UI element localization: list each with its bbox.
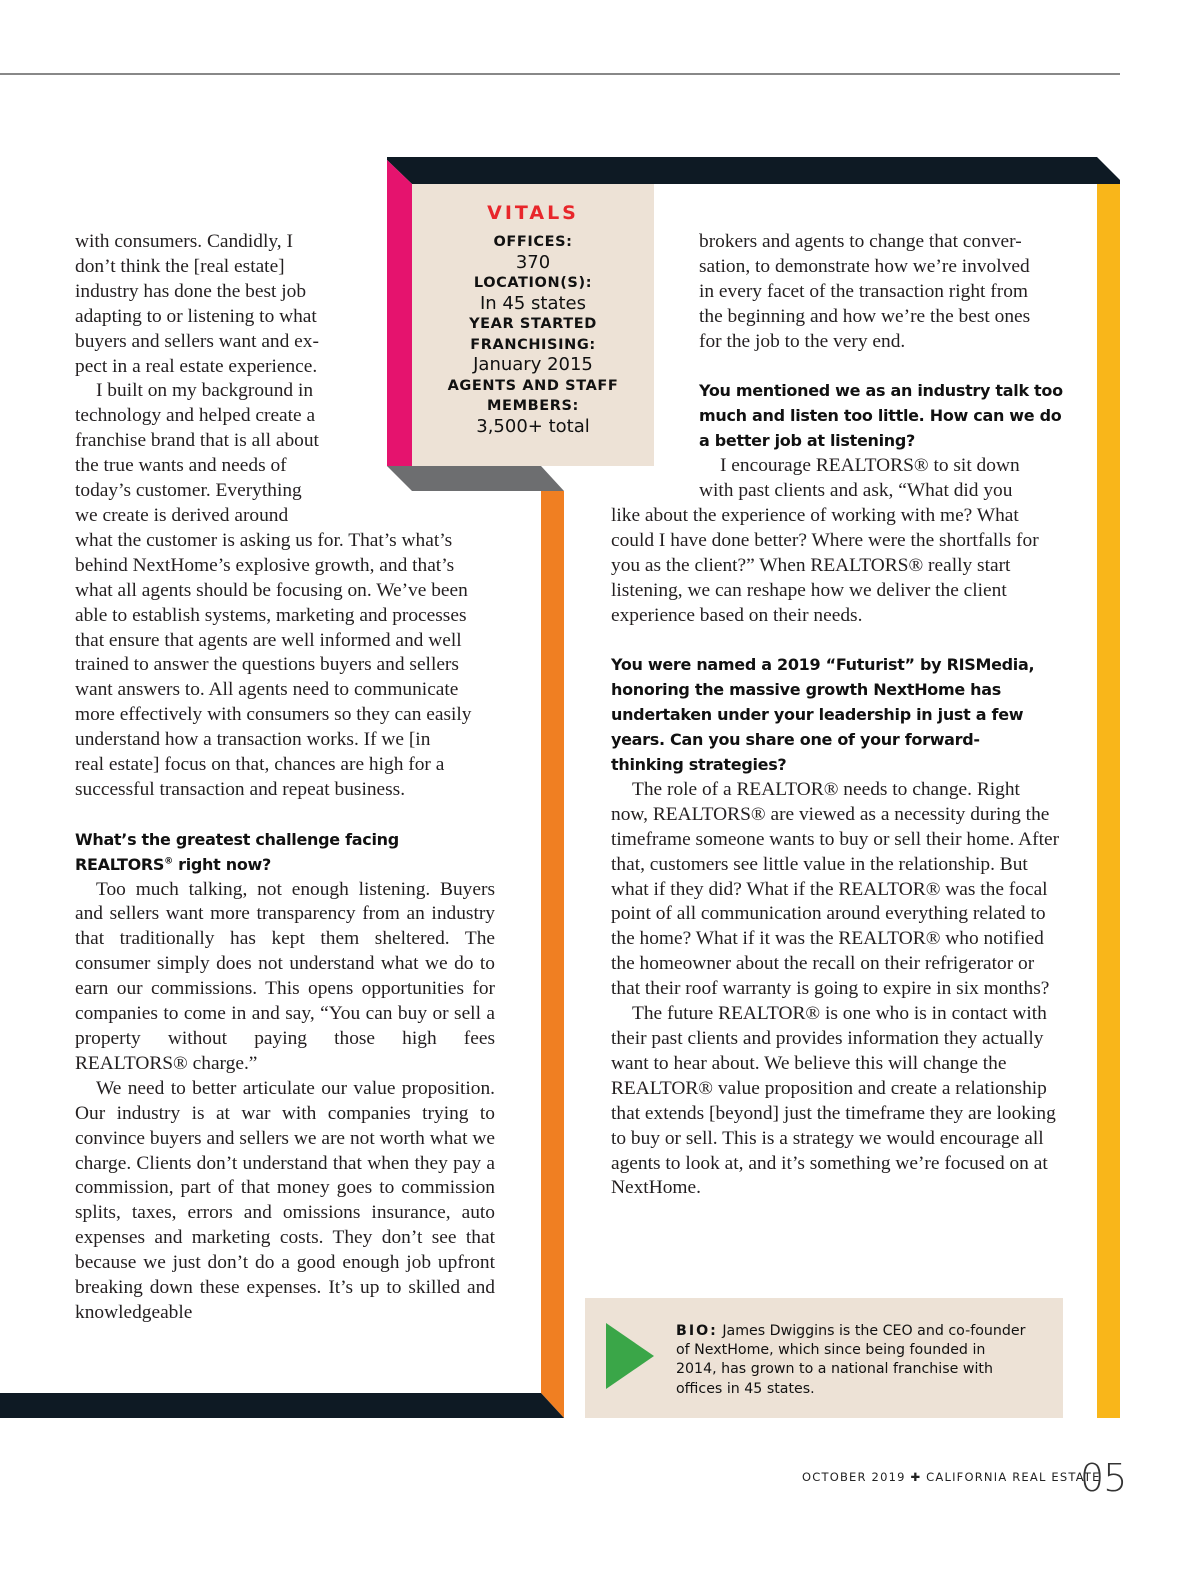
navy-top-bar — [387, 157, 1120, 184]
right-intro-line: sation, to demonstrate how we’re involved — [699, 255, 1030, 277]
right-column-lower — [611, 504, 1061, 1201]
left-body-line: behind NextHome’s explosive growth, and that’s — [75, 554, 455, 576]
left-intro-line: with consumers. Candidly, I — [75, 231, 293, 252]
question-heading-4: You were named a 2019 “Futurist” by RISMedia, honoring the massive growth NextHome has undertaken under your leadership in just a few years. Can you share one of your forward-thinking strategies? — [611, 655, 1035, 775]
bio-label: BIO: — [676, 1323, 718, 1339]
left-intro-line: pect in a real estate experience. — [75, 355, 318, 377]
left-body-line: real estate] focus on that, chances are high for a — [75, 754, 445, 776]
answer-line: with past clients and ask, “What did you — [699, 480, 1013, 502]
left-body-line: franchise brand that is all about — [75, 430, 319, 452]
left-body-line: the true wants and needs of — [75, 455, 287, 477]
left-body-line: trained to answer the questions buyers and sellers — [75, 654, 459, 676]
left-body-line: what the customer is asking us for. That’s what’s — [75, 529, 453, 551]
left-body-line: I built on my background in — [96, 380, 314, 402]
year-value: January 2015 — [473, 354, 593, 375]
navy-bottom-bar — [0, 1393, 564, 1418]
agents-label-2: MEMBERS: — [487, 398, 579, 414]
play-triangle-icon — [606, 1323, 656, 1389]
vitals-title: VITALS — [487, 202, 579, 224]
year-label-2: FRANCHISING: — [470, 336, 596, 353]
offices-value: 370 — [515, 251, 551, 273]
left-intro-line: industry has done the best job — [75, 280, 307, 302]
left-body-line: more effectively with consumers so they can easily — [75, 704, 472, 726]
answer-paragraph: Too much talking, not enough listening. Buyers and sellers want more transparency from an industry that traditionally has kept them sheltered. The consumer simply does not understand what we do to earn our commissions. This opens opportunities for companies to come in and say, “You can buy or sell a property without paying those high fees REALTORS® charge.” — [75, 878, 495, 1074]
right-intro-line: brokers and agents to change that conver- — [699, 231, 1022, 252]
question-heading-1: What’s the greatest challenge facing — [75, 829, 399, 849]
answer-paragraph: The role of a REALTOR® needs to change. Right now, REALTORS® are viewed as a necessity during the timeframe someone wants to buy or sell their home. After that, customers see little value in the relationship. But what if they did? What if the REALTOR® was the focal point of all communication around everything related to the home? What if it was the REALTOR® who notified the homeowner about the recall on their refrigerator or that their roof warranty is going to expire in six months? — [611, 778, 1060, 1000]
yellow-side-bar — [1097, 184, 1120, 1418]
right-column-upper — [699, 230, 1069, 504]
answer-paragraph: The future REALTOR® is one who is in contact with their past clients and provides information they actually want to hear about. We believe this will change the REALTOR® value proposition and create a relationship that extends [beyond] just the timeframe they are looking to buy or sell. This is a strategy we would encourage all agents to look at, and it’s something we’re focused on at NextHome. — [611, 1003, 1056, 1199]
answer-line: I encourage REALTORS® to sit down — [720, 455, 1020, 477]
question-heading-3: a better job at listening? — [699, 431, 915, 451]
location-value: In 45 states — [479, 292, 587, 314]
left-body-line: today’s customer. Everything — [75, 480, 302, 502]
question-heading-3: You mentioned we as an industry talk too — [699, 381, 1063, 401]
left-body-line: that ensure that agents are well informed and well — [75, 629, 462, 651]
left-intro-line: buyers and sellers want and ex- — [75, 330, 319, 352]
question-heading-3: much and listen too little. How can we do — [699, 406, 1062, 426]
answer-paragraph: We need to better articulate our value proposition. Our industry is at war with companies trying to convince buyers and sellers we are not worth what we charge. Clients don’t understand that when they pay a commission, part of that money goes to commission splits, taxes, errors and omissions insurance, auto expenses and marketing costs. They don’t see that because we just don’t do a good enough job upfront breaking down these expenses. It’s up to skilled and knowledgeable — [75, 1077, 495, 1323]
left-body-line: want answers to. All agents need to communicate — [75, 679, 459, 701]
right-intro-line: the beginning and how we’re the best ones — [699, 305, 1031, 327]
answer-paragraph: like about the experience of working with me? What could I have done better? Where were the shortfalls for you as the client?” When REALTORS® really start listening, we can reshape how we deliver the client experience based on their needs. — [611, 505, 1039, 626]
left-intro-line: adapting to or listening to what — [75, 305, 317, 327]
left-column — [75, 230, 505, 1326]
left-body-line: able to establish systems, marketing and processes — [75, 604, 467, 626]
bio-body: James Dwiggins is the CEO and co-founder of NextHome, which since being founded in 2014, has grown to a national franchise with offices in 45 states. — [676, 1323, 1026, 1397]
page-number: 05 — [1080, 1456, 1127, 1500]
question-heading-2: REALTORS® right now? — [75, 854, 271, 874]
location-label: LOCATION(S): — [473, 275, 593, 291]
footer-publication: OCTOBER 2019 ✚ CALIFORNIA REAL ESTATE — [802, 1470, 1101, 1484]
left-body-line: what all agents should be focusing on. We’ve been — [75, 579, 468, 601]
agents-value: 3,500+ total — [476, 415, 590, 437]
left-intro-line: don’t think the [real estate] — [75, 255, 285, 277]
left-body-line: we create is derived around — [75, 504, 289, 526]
right-intro-line: for the job to the very end. — [699, 330, 906, 352]
left-body-line: successful transaction and repeat business. — [75, 778, 406, 800]
left-body-line: understand how a transaction works. If we [in — [75, 729, 431, 751]
bio-text — [676, 1322, 1028, 1399]
orange-side-bar — [541, 491, 564, 1418]
agents-label-1: AGENTS AND STAFF — [447, 377, 619, 394]
offices-label: OFFICES: — [493, 234, 573, 250]
year-label-1: YEAR STARTED — [469, 316, 597, 332]
left-body-line: technology and helped create a — [75, 405, 316, 427]
right-intro-line: in every facet of the transaction right from — [699, 280, 1028, 302]
